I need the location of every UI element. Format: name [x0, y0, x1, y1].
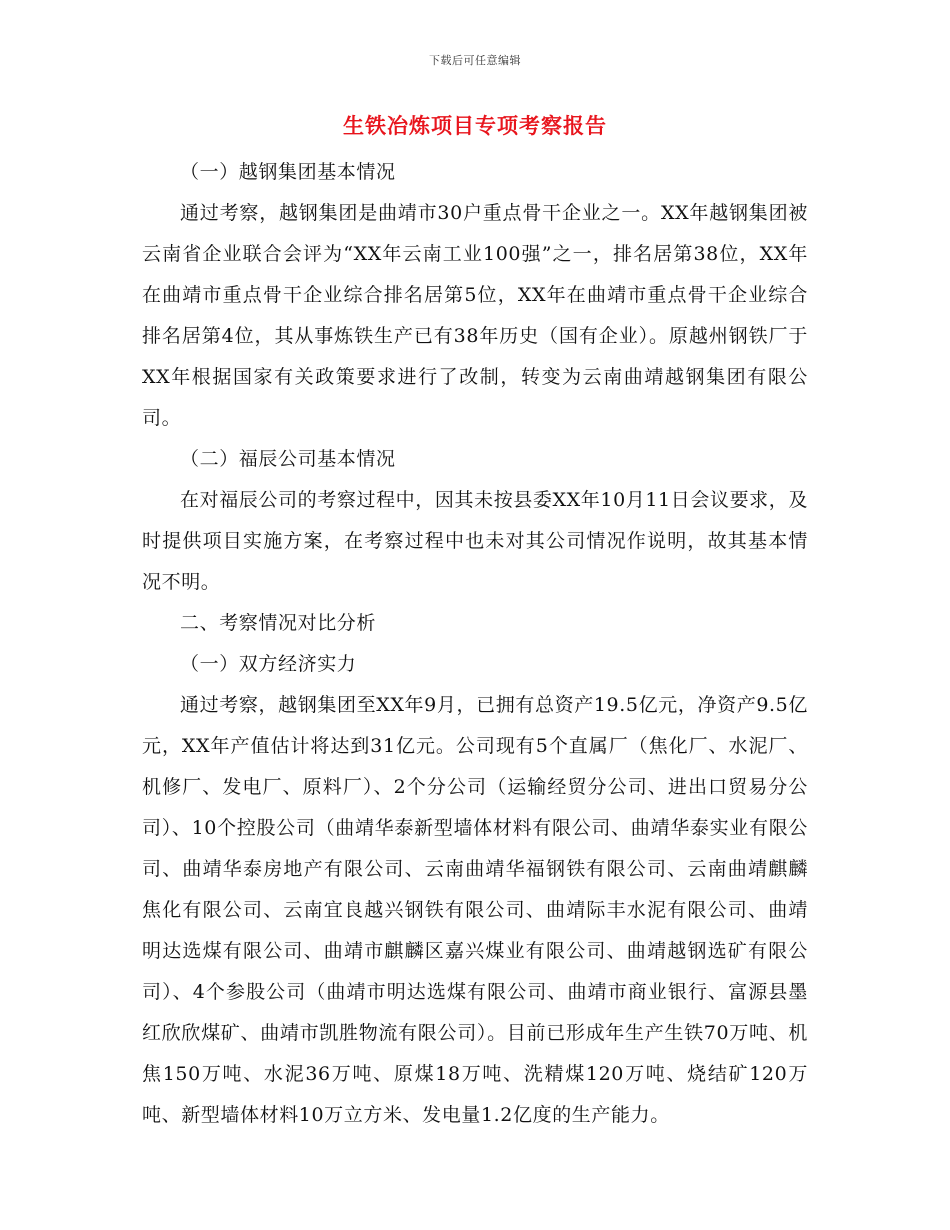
- document-title: 生铁冶炼项目专项考察报告: [343, 113, 607, 138]
- document-body: [142, 152, 808, 1136]
- header-note: 下载后可任意编辑: [429, 54, 521, 67]
- body-paragraph: 通过考察，越钢集团至XX年9月，已拥有总资产19.5亿元，净资产9.5亿元，XX年产值估计将达到31亿元。公司现有5个直属厂（焦化厂、水泥厂、机修厂、发电厂、原料厂）、2个分公司（运输经贸分公司、进出口贸易分公司）、10个控股公司（曲靖华泰新型墙体材料有限公司、曲靖华泰实业有限公司、曲靖华泰房地产有限公司、云南曲靖华福钢铁有限公司、云南曲靖麒麟焦化有限公司、云南宜良越兴钢铁有限公司、曲靖际丰水泥有限公司、曲靖明达选煤有限公司、曲靖市麒麟区嘉兴煤业有限公司、曲靖越钢选矿有限公司）、4个参股公司（曲靖市明达选煤有限公司、曲靖市商业银行、富源县墨红欣欣煤矿、曲靖市凯胜物流有限公司）。目前已形成年生产生铁70万吨、机焦150万吨、水泥36万吨、原煤18万吨、洗精煤120万吨、烧结矿120万吨、新型墙体材料10万立方米、发电量1.2亿度的生产能力。: [142, 694, 808, 1126]
- section-heading: （一）双方经济实力: [180, 653, 357, 675]
- section-heading: （二）福辰公司基本情况: [180, 448, 396, 470]
- body-paragraph: 通过考察，越钢集团是曲靖市30户重点骨干企业之一。XX年越钢集团被云南省企业联合会评为“XX年云南工业100强”之一，排名居第38位，XX年在曲靖市重点骨干企业综合排名居第5位，XX年在曲靖市重点骨干企业综合排名居第4位，其从事炼铁生产已有38年历史（国有企业）。原越州钢铁厂于XX年根据国家有关政策要求进行了改制，转变为云南曲靖越钢集团有限公司。: [142, 202, 808, 429]
- body-paragraph: 在对福辰公司的考察过程中，因其未按县委XX年10月11日会议要求，及时提供项目实施方案，在考察过程中也未对其公司情况作说明，故其基本情况不明。: [142, 489, 808, 593]
- section-heading: （一）越钢集团基本情况: [180, 161, 396, 183]
- section-heading: 二、考察情况对比分析: [180, 612, 377, 634]
